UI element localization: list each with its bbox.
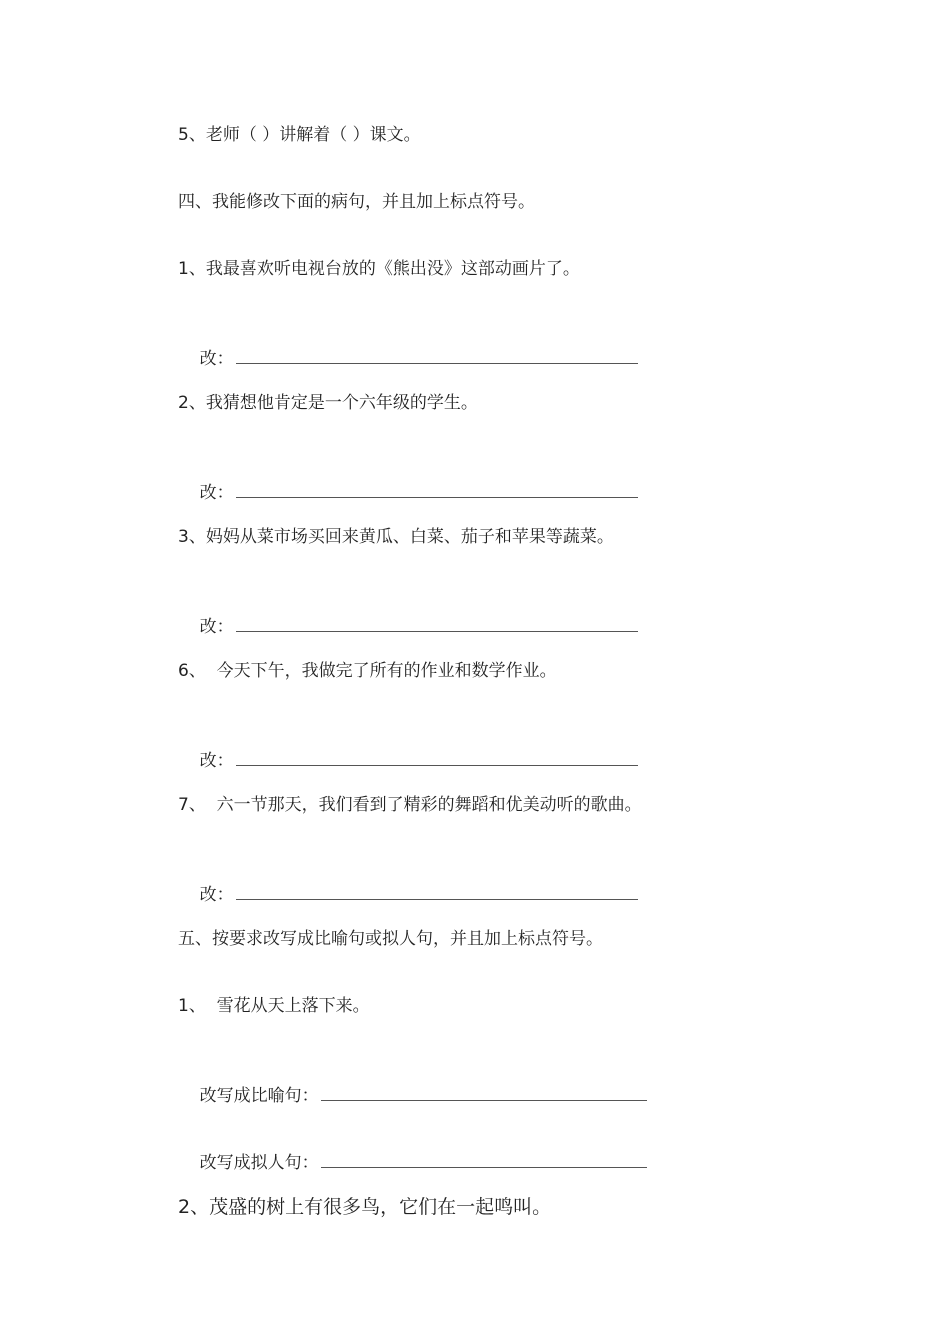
answer-blank[interactable] (236, 883, 638, 900)
answer-blank[interactable] (236, 615, 638, 632)
answer-label: 改： (199, 885, 234, 905)
answer-label: 改： (199, 751, 234, 771)
section-5-heading: 五、按要求改写成比喻句或拟人句，并且加上标点符号。 (178, 929, 603, 949)
sentence-3-text: 3、妈妈从菜市场买回来黄瓜、白菜、茄子和苹果等蔬菜。 (178, 527, 614, 547)
section-4-heading: 四、我能修改下面的病句，并且加上标点符号。 (178, 192, 535, 212)
answer-blank[interactable] (236, 481, 638, 498)
question-5-text: 5、老师（ ）讲解着（ ）课文。 (178, 125, 421, 145)
personification-blank[interactable] (321, 1151, 647, 1168)
answer-row-7 (178, 861, 638, 928)
rewrite-1-text: 1、 雪花从天上落下来。 (178, 996, 370, 1016)
simile-blank[interactable] (321, 1084, 647, 1101)
personification-label: 改写成拟人句： (199, 1153, 319, 1173)
sentence-2-text: 2、我猜想他肯定是一个六年级的学生。 (178, 393, 478, 413)
answer-label: 改： (199, 617, 234, 637)
rewrite-2-text: 2、茂盛的树上有很多鸟，它们在一起鸣叫。 (178, 1196, 552, 1218)
answer-label: 改： (199, 483, 234, 503)
answer-row-1 (178, 325, 638, 392)
sentence-1-text: 1、我最喜欢听电视台放的《熊出没》这部动画片了。 (178, 259, 580, 279)
answer-row-6 (178, 727, 638, 794)
simile-answer-row (178, 1062, 647, 1129)
sentence-6-text: 6、 今天下午，我做完了所有的作业和数学作业。 (178, 661, 557, 681)
sentence-7-text: 7、 六一节那天，我们看到了精彩的舞蹈和优美动听的歌曲。 (178, 795, 642, 815)
answer-row-2 (178, 459, 638, 526)
answer-label: 改： (199, 349, 234, 369)
answer-row-3 (178, 593, 638, 660)
personification-answer-row (178, 1129, 647, 1196)
simile-label: 改写成比喻句： (199, 1086, 319, 1106)
answer-blank[interactable] (236, 749, 638, 766)
answer-blank[interactable] (236, 347, 638, 364)
